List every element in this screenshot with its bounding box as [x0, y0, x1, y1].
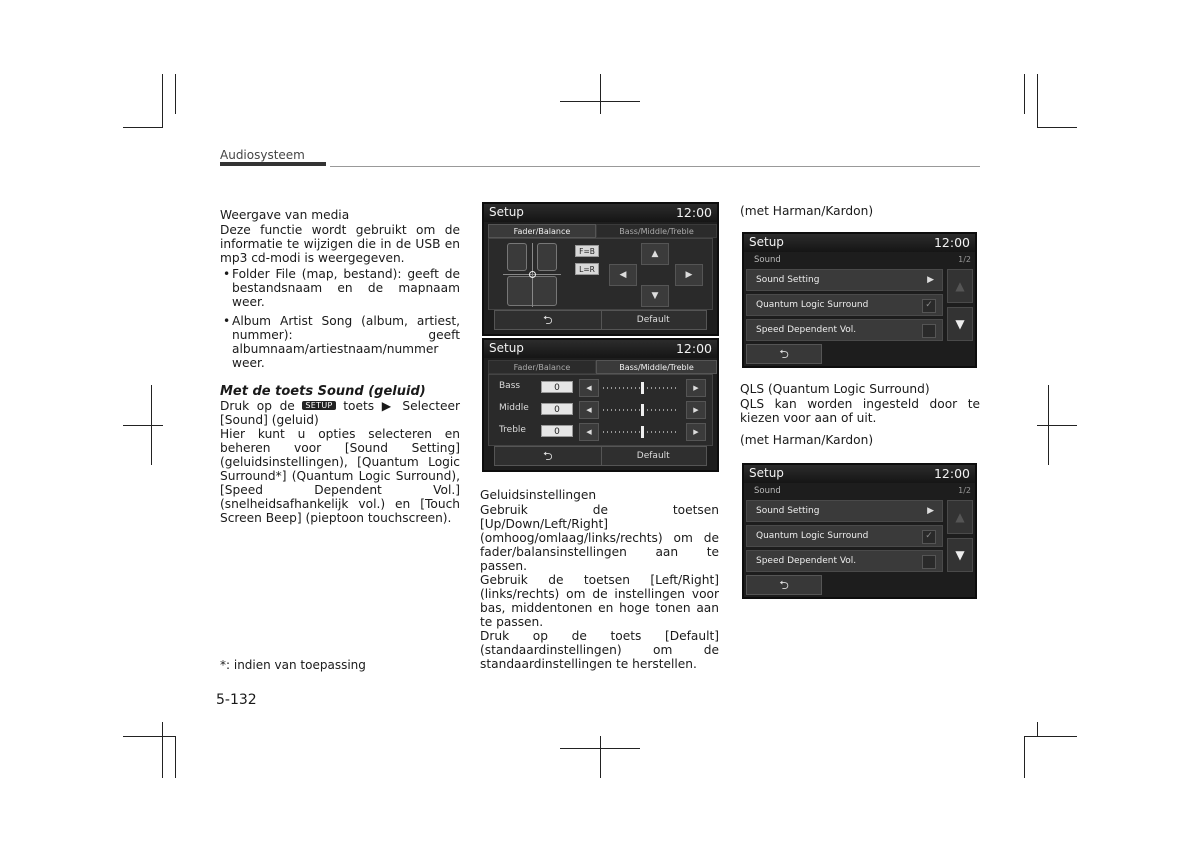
section-title: Audiosysteem — [220, 148, 305, 162]
screen-titlebar — [484, 204, 717, 222]
checkbox-icon[interactable]: ✓ — [922, 530, 936, 544]
screen-buttonbar — [494, 446, 707, 466]
crop-mark — [600, 736, 601, 778]
crop-mark — [600, 74, 601, 114]
setup-key-icon: SETUP — [302, 401, 335, 410]
eq-slider-knob[interactable] — [641, 404, 644, 416]
eq-slider-knob[interactable] — [641, 382, 644, 394]
sound-screen-2 — [742, 463, 977, 599]
page-number: 5-132 — [216, 692, 257, 708]
crop-mark — [1037, 722, 1038, 736]
eq-label: Treble — [499, 425, 526, 435]
sound-settings-p2: Gebruik de toetsen [Left/Right] (links/rechts) om de instellingen voor bas, middentonen en hoge tonen aan te passen. — [480, 573, 719, 629]
harman-label-1: (met Harman/Kardon) — [740, 204, 874, 218]
eq-decrease-button[interactable]: ◀ — [579, 423, 599, 441]
fader-panel — [488, 238, 713, 310]
tab-fader-balance[interactable]: Fader/Balance — [488, 224, 596, 238]
tab-bass-middle-treble[interactable]: Bass/Middle/Treble — [596, 360, 717, 374]
chevron-right-icon: ▶ — [927, 275, 934, 285]
column-middle — [480, 488, 719, 671]
footnote: *: indien van toepassing — [220, 658, 366, 672]
column-left — [220, 208, 460, 525]
fader-up-button[interactable]: ▲ — [641, 243, 669, 265]
sound-settings-p1: Gebruik de toetsen [Up/Down/Left/Right] (omhoog/omlaag/links/rechts) om de fader/balansinstellingen aan te passen. — [480, 503, 719, 573]
screen-titlebar — [744, 465, 975, 483]
eq-slider[interactable] — [603, 409, 678, 411]
fader-position-marker[interactable] — [529, 271, 536, 278]
screen-clock: 12:00 — [675, 205, 712, 220]
media-display-list — [220, 267, 460, 370]
checkbox-icon[interactable] — [922, 555, 936, 569]
crop-mark — [1024, 74, 1025, 114]
tab-fader-balance[interactable]: Fader/Balance — [488, 360, 596, 374]
list-item-speed-dependent-vol[interactable] — [746, 319, 943, 341]
crop-mark — [175, 736, 176, 778]
default-button[interactable]: Default — [636, 315, 670, 325]
qls-heading: QLS (Quantum Logic Surround) — [740, 382, 930, 396]
back-button[interactable]: ⮌ — [746, 344, 822, 364]
eq-slider-knob[interactable] — [641, 426, 644, 438]
sound-screen-1 — [742, 232, 977, 368]
crop-mark — [1037, 127, 1077, 128]
crop-mark — [1024, 736, 1025, 778]
header-rule — [330, 166, 980, 167]
balance-value: L=R — [575, 263, 599, 275]
sound-instruction — [220, 399, 460, 427]
crop-mark — [162, 74, 163, 128]
list-item-label: Sound Setting — [756, 275, 820, 285]
crop-mark — [1048, 385, 1049, 465]
crop-mark — [151, 385, 152, 465]
list-item-label: Speed Dependent Vol. — [756, 325, 857, 335]
seat-front-right — [537, 243, 557, 271]
crop-mark — [1037, 425, 1077, 426]
crop-mark — [175, 74, 176, 114]
screen-titlebar — [484, 340, 717, 358]
screen-subtitle: Sound — [754, 486, 781, 496]
list-item-label: Sound Setting — [756, 506, 820, 516]
balance-left-button[interactable]: ◀ — [609, 264, 637, 286]
sound-instruction-pre: Druk op de — [220, 399, 295, 413]
scroll-up-button[interactable]: ▲ — [947, 500, 973, 534]
sound-heading: Met de toets Sound (geluid) — [220, 384, 426, 399]
screen-subtitle: Sound — [754, 255, 781, 265]
crop-mark — [123, 736, 176, 737]
back-button[interactable]: ⮌ — [495, 311, 602, 329]
equalizer-screen — [482, 338, 719, 472]
fader-value: F=B — [575, 245, 599, 257]
eq-label: Bass — [499, 381, 521, 391]
list-item-label: Quantum Logic Surround — [756, 300, 869, 310]
eq-slider[interactable] — [603, 431, 678, 433]
eq-decrease-button[interactable]: ◀ — [579, 379, 599, 397]
eq-decrease-button[interactable]: ◀ — [579, 401, 599, 419]
eq-increase-button[interactable]: ▶ — [686, 423, 706, 441]
list-item-sound-setting[interactable] — [746, 269, 943, 291]
eq-value: 0 — [541, 403, 573, 415]
checkbox-icon[interactable]: ✓ — [922, 299, 936, 313]
scroll-down-button[interactable]: ▼ — [947, 307, 973, 341]
eq-value: 0 — [541, 381, 573, 393]
list-item-speed-dependent-vol[interactable] — [746, 550, 943, 572]
eq-increase-button[interactable]: ▶ — [686, 379, 706, 397]
default-button[interactable]: Default — [636, 451, 670, 461]
screen-title: Setup — [749, 235, 784, 249]
tab-bass-middle-treble[interactable]: Bass/Middle/Treble — [596, 224, 717, 238]
eq-row-middle — [495, 401, 706, 419]
eq-slider[interactable] — [603, 387, 678, 389]
page-indicator: 1/2 — [958, 255, 971, 264]
sound-options-text: Hier kunt u opties selecteren en beheren voor [Sound Setting] (geluidsinstellingen), [Quantum Logic Surround*] (Quantum Logic Surround), [Speed Dependent Vol.] (snelheidsafhankelijk vol.) en [Touch Screen Beep] (pieptoon touchscreen). — [220, 427, 460, 525]
media-display-heading: Weergave van media — [220, 208, 350, 222]
crop-mark — [1024, 736, 1077, 737]
qls-text: QLS kan worden ingesteld door te kiezen voor aan of uit. — [740, 397, 980, 425]
screen-clock: 12:00 — [933, 235, 970, 250]
back-button[interactable]: ⮌ — [495, 447, 602, 465]
eq-value: 0 — [541, 425, 573, 437]
screen-buttonbar — [494, 310, 707, 330]
header-bar — [220, 162, 326, 166]
sound-settings-heading: Geluidsinstellingen — [480, 488, 597, 502]
eq-label: Middle — [499, 403, 529, 413]
chevron-right-icon: ▶ — [927, 506, 934, 516]
crop-mark — [1037, 74, 1038, 128]
harman-label-2: (met Harman/Kardon) — [740, 433, 874, 447]
list-item-label: Quantum Logic Surround — [756, 531, 869, 541]
balance-right-button[interactable]: ▶ — [675, 264, 703, 286]
sound-settings-p3: Druk op de toets [Default] (standaardinstellingen) om de standaardinstellingen te herstellen. — [480, 629, 719, 671]
media-display-intro: Deze functie wordt gebruikt om de informatie te wijzigen die in de USB en mp3 cd-modi is weergegeven. — [220, 223, 460, 265]
screen-clock: 12:00 — [675, 341, 712, 356]
screen-titlebar — [744, 234, 975, 252]
fader-down-button[interactable]: ▼ — [641, 285, 669, 307]
screen-title: Setup — [489, 341, 524, 355]
eq-row-treble — [495, 423, 706, 441]
list-item-quantum-logic-surround[interactable] — [746, 525, 943, 547]
scroll-up-button[interactable]: ▲ — [947, 269, 973, 303]
sound-instruction-post: toets ▶ Selecteer [Sound] (geluid) — [220, 399, 461, 427]
list-item: • Album Artist Song (album, artiest, nummer): geeft albumnaam/artiestnaam/nummer weer. — [220, 314, 460, 370]
back-button[interactable]: ⮌ — [746, 575, 822, 595]
eq-row-bass — [495, 379, 706, 397]
eq-increase-button[interactable]: ▶ — [686, 401, 706, 419]
qls-section — [740, 382, 980, 448]
crop-mark — [123, 425, 163, 426]
seat-front-left — [507, 243, 527, 271]
list-item-sound-setting[interactable] — [746, 500, 943, 522]
list-item: • Folder File (map, bestand): geeft de bestandsnaam en de mapnaam weer. — [220, 267, 460, 309]
list-item-label: Speed Dependent Vol. — [756, 556, 857, 566]
page-indicator: 1/2 — [958, 486, 971, 495]
list-item-quantum-logic-surround[interactable] — [746, 294, 943, 316]
fader-balance-screen — [482, 202, 719, 336]
screen-title: Setup — [489, 205, 524, 219]
scroll-down-button[interactable]: ▼ — [947, 538, 973, 572]
crop-mark — [162, 722, 163, 778]
equalizer-panel — [488, 374, 713, 446]
checkbox-icon[interactable] — [922, 324, 936, 338]
screen-title: Setup — [749, 466, 784, 480]
screen-clock: 12:00 — [933, 466, 970, 481]
crop-mark — [123, 127, 163, 128]
